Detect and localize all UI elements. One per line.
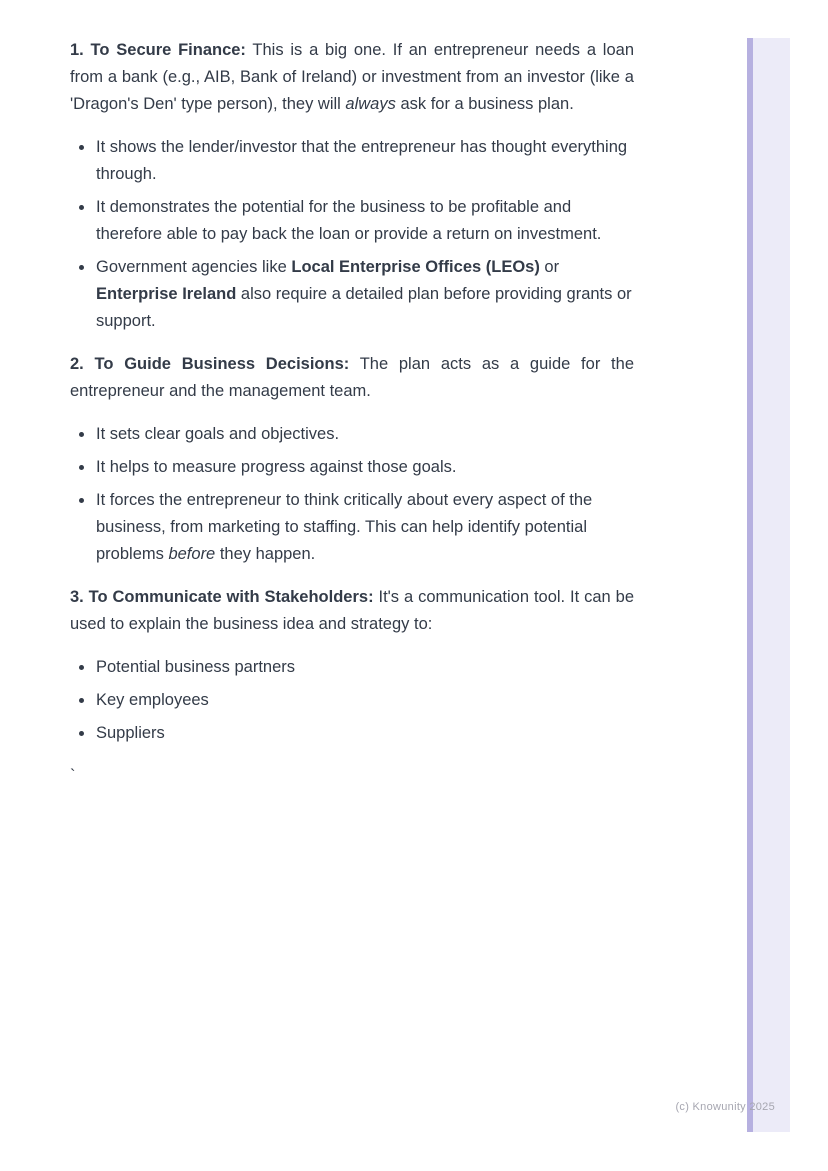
document-sections <box>70 37 634 747</box>
section <box>70 584 634 747</box>
bullet-item <box>95 454 634 481</box>
section-paragraph <box>70 584 634 638</box>
text-run: It forces the entrepreneur to think critically about every aspect of the business, from marketing to staffing. This can help identify potential problems <box>96 491 593 563</box>
text-run: also require a detailed plan before providing grants or support. <box>96 285 632 330</box>
text-run: It sets clear goals and objectives. <box>96 425 340 443</box>
bullet-item <box>95 687 634 714</box>
text-run: It helps to measure progress against those goals. <box>96 458 457 476</box>
bullet-item <box>95 194 634 248</box>
bullet-list <box>70 134 634 335</box>
text-run: Suppliers <box>96 724 165 742</box>
bullet-item <box>95 487 634 568</box>
text-run: This is a big one. If an entrepreneur needs a loan from a bank (e.g., AIB, Bank of Ireland) or investment from an investor (like a 'Dragon's Den' type person), they will <box>70 41 635 113</box>
text-run: ask for a business plan. <box>395 95 574 113</box>
bullet-item <box>95 134 634 188</box>
text-run: Enterprise Ireland <box>96 285 237 303</box>
section <box>70 351 634 568</box>
text-run: It's a communication tool. It can be used to explain the business idea and strategy to: <box>70 588 634 633</box>
text-run: It demonstrates the potential for the business to be profitable and therefore able to pay back the loan or provide a return on investment. <box>96 198 602 243</box>
bullet-list <box>70 654 634 747</box>
footer-copyright: (c) Knowunity 2025 <box>675 1101 775 1113</box>
text-run: 2. To Guide Business Decisions: <box>70 355 350 373</box>
section-paragraph <box>70 37 634 118</box>
accent-strip <box>747 38 790 1132</box>
text-run: 1. To Secure Finance: <box>70 41 246 59</box>
text-run: Government agencies like <box>96 258 292 276</box>
section-paragraph <box>70 351 634 405</box>
text-run: they happen. <box>215 545 316 563</box>
section <box>70 37 634 335</box>
bullet-item <box>95 254 634 335</box>
text-run: before <box>168 545 216 563</box>
text-run: It shows the lender/investor that the entrepreneur has thought everything through. <box>96 138 628 183</box>
text-run: The plan acts as a guide for the entrepreneur and the management team. <box>70 355 634 400</box>
document-content <box>70 37 634 790</box>
trailing-backtick: ` <box>70 767 76 785</box>
text-run: Local Enterprise Offices (LEOs) <box>291 258 540 276</box>
text-run: 3. To Communicate with Stakeholders: <box>70 588 374 606</box>
bullet-item <box>95 720 634 747</box>
bullet-item <box>95 654 634 681</box>
bullet-list <box>70 421 634 568</box>
text-run: Key employees <box>96 691 209 709</box>
text-run: or <box>539 258 560 276</box>
text-run: Potential business partners <box>96 658 296 676</box>
text-run: always <box>345 95 396 113</box>
bullet-item <box>95 421 634 448</box>
